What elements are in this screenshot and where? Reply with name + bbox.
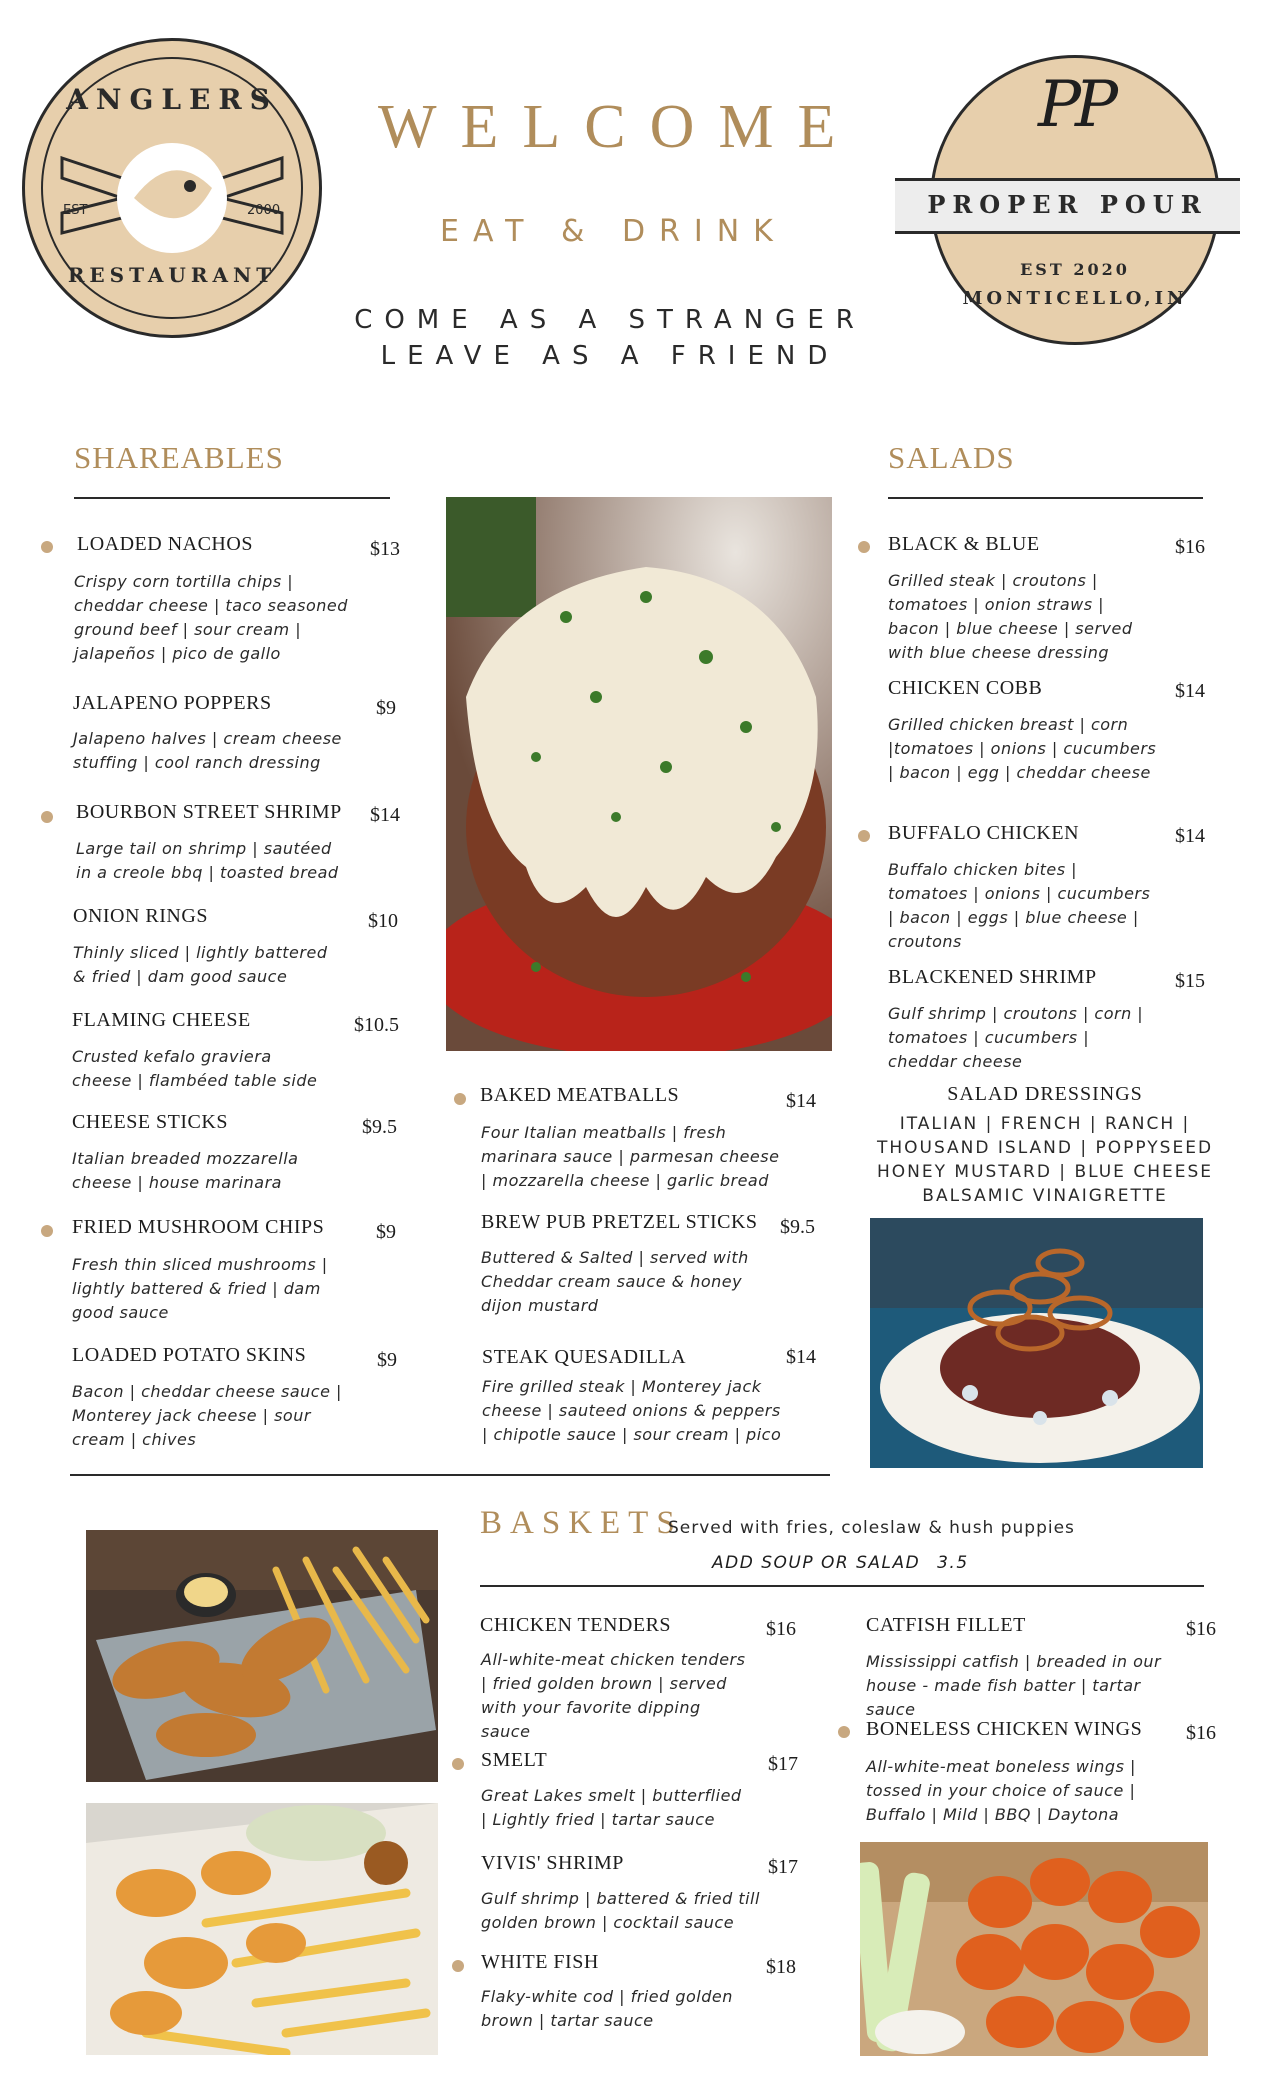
menu-item-price: $14	[786, 1090, 816, 1112]
menu-item-desc: Buttered & Salted | served with Cheddar cream sauce & honey dijon mustard	[481, 1248, 749, 1315]
menu-item-price: $14	[786, 1346, 816, 1368]
menu-item-desc: Mississippi catfish | breaded in our house - made fish batter | tartar sauce	[866, 1652, 1162, 1719]
fried-shrimp-image	[86, 1803, 438, 2055]
menu-item-price: $10	[368, 910, 398, 932]
menu-item-name: BREW PUB PRETZEL STICKS	[481, 1211, 758, 1233]
menu-item-price: $9	[376, 1221, 396, 1243]
dressings-line: THOUSAND ISLAND | POPPYSEED	[876, 1138, 1214, 1158]
menu-item-price: $10.5	[354, 1014, 399, 1036]
bullet-dot	[454, 1093, 466, 1105]
menu-item-name: WHITE FISH	[481, 1951, 599, 1973]
menu-item-price: $16	[766, 1618, 796, 1640]
menu-item-name: VIVIS' SHRIMP	[481, 1852, 624, 1874]
menu-item-desc: Buffalo chicken bites | tomatoes | onions | cucumbers | bacon | eggs | blue cheese | croutons	[888, 860, 1151, 951]
menu-item-desc: Italian breaded mozzarella cheese | house marinara	[72, 1149, 299, 1192]
menu-item-price: $16	[1175, 536, 1205, 558]
menu-item-price: $13	[370, 538, 400, 560]
salads-title: SALADS	[888, 440, 1015, 475]
proper-pour-location: MONTICELLO,IN	[962, 288, 1188, 309]
proper-pour-est: EST 2020	[1020, 260, 1130, 279]
menu-item-price: $17	[768, 1753, 798, 1775]
menu-item-desc: Bacon | cheddar cheese sauce | Monterey jack cheese | sour cream | chives	[72, 1382, 342, 1449]
eat-drink-subheading: EAT & DRINK	[440, 214, 787, 249]
menu-item-name: LOADED NACHOS	[77, 533, 253, 555]
menu-item-desc: Thinly sliced | lightly battered & fried | dam good sauce	[73, 943, 328, 986]
boneless-wings-image	[860, 1842, 1208, 2056]
menu-item-name: BLACK & BLUE	[888, 533, 1040, 555]
chicken-tenders-image	[86, 1530, 438, 1782]
menu-item-desc: Great Lakes smelt | butterflied | Lightly fried | tartar sauce	[481, 1786, 742, 1829]
proper-pour-monogram: PP	[1037, 68, 1113, 142]
meatball-image	[446, 497, 832, 1051]
anglers-bottom-text: RESTAURANT	[67, 263, 277, 287]
menu-item-price: $15	[1175, 970, 1205, 992]
shareables-bottom-rule	[70, 1474, 830, 1476]
baskets-addon-price: 3.5	[937, 1553, 969, 1573]
salad-photo	[870, 1218, 1203, 1468]
baskets-rule	[480, 1585, 1204, 1587]
baskets-title: BASKETS	[480, 1505, 683, 1541]
menu-item-name: STEAK QUESADILLA	[482, 1346, 687, 1368]
motto	[340, 302, 880, 374]
menu-item-price: $14	[1175, 825, 1205, 847]
baskets-subtitle: Served with fries, coleslaw & hush puppies	[668, 1518, 1075, 1538]
menu-item-desc: All-white-meat boneless wings | tossed in your choice of sauce | Buffalo | Mild | BBQ | Daytona	[866, 1757, 1136, 1824]
menu-item-desc: All-white-meat chicken tenders | fried golden brown | served with your favorite dipping sauce	[481, 1650, 746, 1741]
salad-dressings-title: SALAD DRESSINGS	[947, 1083, 1143, 1105]
anglers-est-label: EST	[63, 203, 88, 218]
motto-line-2: LEAVE AS A FRIEND	[380, 341, 840, 371]
menu-item-price: $16	[1186, 1722, 1216, 1744]
menu-item-price: $14	[370, 804, 400, 826]
menu-item-name: BUFFALO CHICKEN	[888, 822, 1080, 844]
baskets-addon-label: ADD SOUP OR SALAD	[712, 1553, 921, 1573]
welcome-heading: WELCOME	[378, 93, 860, 161]
meatball-photo	[446, 497, 832, 1051]
menu-item-desc: Crusted kefalo graviera cheese | flambéed table side	[72, 1047, 318, 1090]
fried-shrimp-photo	[86, 1803, 438, 2055]
menu-item-desc: Grilled chicken breast | corn |tomatoes | onions | cucumbers | bacon | egg | cheddar cheese	[888, 715, 1157, 782]
baskets-addon	[712, 1553, 969, 1573]
menu-item-desc: Grilled steak | croutons | tomatoes | onion straws | bacon | blue cheese | served with blue cheese dressing	[888, 571, 1133, 662]
menu-item-desc: Four Italian meatballs | fresh marinara sauce | parmesan cheese | mozzarella cheese | garlic bread	[481, 1123, 780, 1190]
menu-item-price: $9.5	[362, 1116, 397, 1138]
menu-item-name: CHEESE STICKS	[72, 1111, 228, 1133]
menu-item-desc: Crispy corn tortilla chips | cheddar cheese | taco seasoned ground beef | sour cream | jalapeños | pico de gallo	[74, 572, 348, 663]
bullet-dot	[858, 830, 870, 842]
dressings-line: HONEY MUSTARD | BLUE CHEESE	[877, 1162, 1213, 1182]
menu-item-name: CHICKEN TENDERS	[480, 1614, 672, 1636]
menu-item-desc: Gulf shrimp | croutons | corn | tomatoes | cucumbers | cheddar cheese	[888, 1004, 1144, 1071]
menu-item-price: $14	[1175, 680, 1205, 702]
anglers-est-year: 2000	[247, 203, 281, 218]
menu-item-name: JALAPENO POPPERS	[73, 692, 272, 714]
menu-item-name: ONION RINGS	[73, 905, 208, 927]
menu-item-desc: Gulf shrimp | battered & fried till golden brown | cocktail sauce	[481, 1889, 760, 1932]
menu-item-name: BAKED MEATBALLS	[480, 1084, 680, 1106]
menu-item-name: FLAMING CHEESE	[72, 1009, 251, 1031]
menu-item-name: FRIED MUSHROOM CHIPS	[72, 1216, 325, 1238]
menu-item-name: LOADED POTATO SKINS	[72, 1344, 307, 1366]
menu-item-name: BOURBON STREET SHRIMP	[76, 801, 342, 823]
shareables-title: SHAREABLES	[74, 440, 284, 475]
chicken-tenders-photo	[86, 1530, 438, 1782]
motto-line-1: COME AS A STRANGER	[354, 305, 866, 335]
menu-item-price: $17	[768, 1856, 798, 1878]
bullet-dot	[858, 541, 870, 553]
bullet-dot	[41, 1225, 53, 1237]
menu-item-desc: Jalapeno halves | cream cheese stuffing | cool ranch dressing	[73, 729, 342, 772]
menu-item-price: $9	[377, 1349, 397, 1371]
dressings-line: BALSAMIC VINAIGRETTE	[922, 1186, 1168, 1206]
boneless-wings-photo	[860, 1842, 1208, 2056]
dressings-line: ITALIAN | FRENCH | RANCH |	[899, 1114, 1191, 1134]
menu-item-price: $9.5	[780, 1216, 815, 1238]
bullet-dot	[41, 811, 53, 823]
menu-item-price: $9	[376, 697, 396, 719]
bullet-dot	[452, 1960, 464, 1972]
salad-image	[870, 1218, 1203, 1468]
salads-rule	[888, 497, 1203, 499]
menu-item-name: CATFISH FILLET	[866, 1614, 1026, 1636]
salad-dressings	[870, 1083, 1220, 1208]
menu-item-name: CHICKEN COBB	[888, 677, 1043, 699]
menu-item-name: BLACKENED SHRIMP	[888, 966, 1097, 988]
menu-item-price: $16	[1186, 1618, 1216, 1640]
menu-item-name: SMELT	[481, 1749, 548, 1771]
menu-item-price: $18	[766, 1956, 796, 1978]
menu-item-name: BONELESS CHICKEN WINGS	[866, 1718, 1143, 1740]
bullet-dot	[838, 1726, 850, 1738]
anglers-logo	[22, 38, 322, 338]
menu-item-desc: Flaky-white cod | fried golden brown | tartar sauce	[481, 1987, 733, 2030]
shareables-rule	[74, 497, 390, 499]
menu-item-desc: Fire grilled steak | Monterey jack cheese | sauteed onions & peppers | chipotle sauce | sour cream | pico	[482, 1377, 782, 1444]
menu-item-desc: Fresh thin sliced mushrooms | lightly battered & fried | dam good sauce	[72, 1255, 328, 1322]
proper-pour-name: PROPER POUR	[927, 190, 1208, 219]
menu-item-desc: Large tail on shrimp | sautéed in a creole bbq | toasted bread	[76, 839, 339, 882]
anglers-top-text: ANGLERS	[66, 83, 278, 116]
bullet-dot	[452, 1758, 464, 1770]
bullet-dot	[41, 541, 53, 553]
